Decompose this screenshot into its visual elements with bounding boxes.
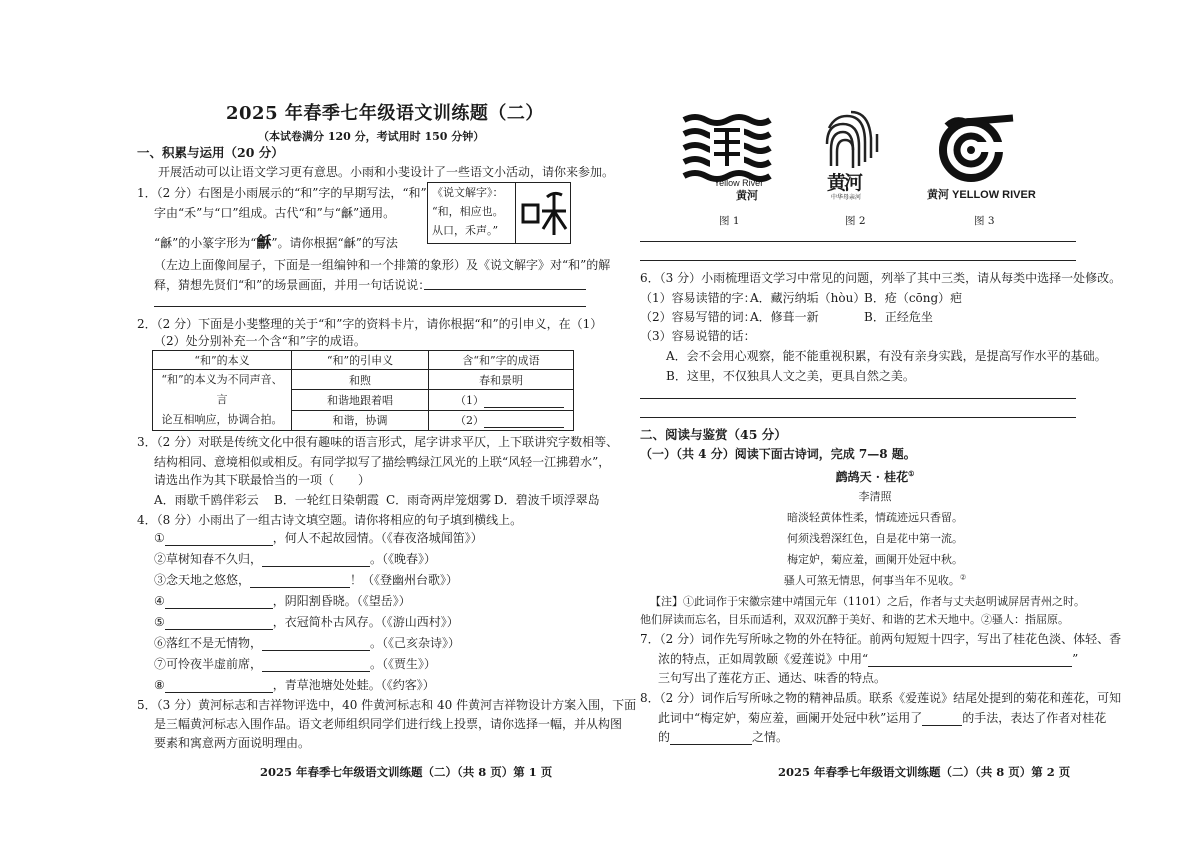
poem-title-text: 鹧鸪天 · 桂花 [835, 470, 909, 484]
table-cell-idiom-3[interactable] [429, 410, 574, 430]
q5-line2: 是三幅黄河标志入围作品。语文老师组织同学们进行线上投票，请你选择一幅，并从构图 [154, 717, 623, 731]
q5-answer-line-2[interactable] [640, 260, 1076, 261]
q4-text: 。（《晚春》） [370, 552, 437, 566]
q6-item1-head: （1）容易读错的字： [640, 291, 756, 305]
q4-text: 草树知春不久归， [166, 552, 263, 566]
spiral-logo-icon [925, 112, 1035, 184]
page-1-footer: 2025 年春季七年级语文训练题（二）（共 8 页）第 1 页 [260, 765, 553, 779]
poem-title [600, 468, 1150, 485]
q1-line3 [154, 234, 398, 251]
shuowen-line3: 从口，禾声。” [432, 224, 499, 237]
q6-heading: 6．（3 分）小雨梳理语文学习中常见的问题，列举了其中三类，请从每类中选择一处修改。 [640, 271, 1122, 285]
q8-line2-text: 此词中“梅定妒，菊应羞，画阑开处冠中秋”运用了 [658, 711, 923, 725]
q3-option-d[interactable]: D．碧波千顷浮翠岛 [494, 493, 600, 507]
q7-line3: 三句写出了莲花方正、通达、味香的特点。 [658, 671, 887, 685]
q1-line4: （左边上面像间屋子，下面是一组编钟和一个排箫的象形）及《说文解字》对“和”的解 [154, 258, 611, 272]
table-cell-ext-3: 和谐，协调 [292, 410, 429, 430]
q7-blank[interactable] [868, 654, 1072, 667]
q6-item2-head: （2）容易写错的词： [640, 310, 756, 324]
q6-item1-b[interactable]: B．疮（cōng）疤 [864, 291, 963, 305]
exam-subtitle: （本试卷满分 120 分，考试用时 150 分钟） [258, 130, 485, 143]
seal-glyph-icon: 龢 [256, 233, 272, 251]
q4-text: ，衣冠简朴古风存。（《游山西村》） [272, 615, 459, 629]
q8-line3-head: 的 [658, 730, 671, 744]
q4-num: ④ [154, 594, 165, 608]
poem-line-4-note-mark: ② [959, 573, 967, 582]
q1-line3-a: “龢”的小篆字形为“ [154, 236, 257, 250]
q4-text: ，何人不起故园情。（《春夜洛城闻笛》） [272, 531, 483, 545]
table-cell-ext-2: 和谐地跟着唱 [292, 390, 429, 410]
logo-1-cn: 黄河 [736, 190, 758, 202]
q4-blank[interactable] [165, 617, 273, 630]
q2-line1: 2．（2 分）下面是小斐整理的关于“和”字的资料卡片，请你根据“和”的引申义，在（1） [137, 317, 603, 331]
q6-item3-a[interactable]: A．会不会用心观察，能不能重视积累，有没有亲身实践，是提高写作水平的基础。 [666, 349, 1107, 363]
q4-blank[interactable] [165, 680, 273, 693]
q4-text: ！（《登幽州台歌》） [350, 573, 459, 587]
q6-item3-head: （3）容易说错的话： [640, 329, 756, 343]
q4-text: 。（《己亥杂诗》） [370, 636, 461, 650]
blank-2-label: （2） [455, 414, 484, 428]
q4-item-2 [154, 551, 483, 572]
table-cell-orig [153, 370, 292, 431]
q3-line3: 请选出作为其下联最恰当的一项（ ） [154, 473, 371, 487]
logo-2-cn: 黄河 [827, 172, 862, 194]
logo-2-sub: 中华母亲河 [831, 194, 862, 201]
q4-text: 念天地之悠悠， [166, 573, 251, 587]
table-cell-ext-1: 和煦 [292, 370, 429, 390]
q8-line3-tail: 之情。 [752, 730, 789, 744]
q6-item3-b[interactable]: B．这里，不仅独具人文之美，更具自然之美。 [666, 369, 915, 383]
table-header-ext: “和”的引申义 [292, 351, 429, 370]
note-line1: 【注】①此词作于宋徽宗建中靖国元年（1101）之后，作者与丈夫赵明诚屏居青州之时。 [650, 595, 1085, 608]
figure-3-caption: 图 3 [974, 215, 995, 227]
blank-1-label: （1） [455, 393, 484, 407]
poem-line-4-text: 骚人可煞无情思，何事当年不见收。 [783, 574, 960, 587]
q7-line2-text: 浓的特点，正如周敦颐《爱莲说》中用“ [658, 652, 869, 666]
q1-answer-line-1[interactable] [424, 289, 586, 290]
page-2 [600, 0, 1200, 847]
q4-item-8 [154, 677, 483, 698]
table-header-idiom: 含“和”字的成语 [429, 351, 574, 370]
q4-heading: 4．（8 分）小雨出了一组古诗文填空题。请你将相应的句子填到横线上。 [137, 513, 523, 527]
logo-3[interactable] [925, 112, 1035, 204]
he-info-card-table [152, 350, 574, 431]
q8-blank-2[interactable] [670, 732, 752, 745]
q4-blank[interactable] [165, 533, 273, 546]
q4-blank[interactable] [262, 659, 370, 672]
q4-blank[interactable] [262, 638, 370, 651]
shuowen-line2: “和，相应也。 [432, 205, 504, 218]
q8-line2 [658, 710, 1106, 726]
q4-text: ，阴阳割昏晓。（《望岳》） [272, 594, 411, 608]
q3-line1: 3．（2 分）对联是传统文化中很有趣味的语言形式，尾字讲求平仄，上下联讲究字数相等、 [137, 435, 619, 449]
yellow-river-wave-logo-icon [680, 112, 772, 184]
table-orig-line1: “和”的本义为不同声音、言 [161, 373, 283, 406]
figure-2-caption: 图 2 [845, 215, 866, 227]
q4-text: 可怜夜半虚前席， [166, 657, 263, 671]
q7-line2-close: ” [1072, 652, 1079, 666]
ancient-he-glyph-box [515, 182, 571, 244]
q4-item-6 [154, 635, 483, 656]
q8-line1: 8．（2 分）词作后写所咏之物的精神品质。联系《爱莲说》结尾处提到的菊花和莲花，可知 [640, 691, 1122, 705]
poem-line-1: 暗淡轻黄体性柔，情疏迹远只香留。 [787, 511, 963, 524]
intro-text: 开展活动可以让语文学习更有意思。小雨和小斐设计了一些语文小活动，请你来参加。 [158, 165, 615, 179]
q6-answer-line-1[interactable] [640, 398, 1076, 399]
table-header-orig: “和”的本义 [153, 351, 292, 370]
q4-item-1 [154, 530, 483, 551]
poem-author: 李清照 [858, 490, 892, 503]
q4-num: ③ [154, 573, 167, 587]
q4-item-3 [154, 572, 483, 593]
q6-answer-line-2[interactable] [640, 417, 1076, 418]
shuowen-box [427, 182, 517, 244]
q6-item2-a[interactable]: A．修葺一新 [750, 310, 819, 324]
q3-option-b[interactable]: B．一轮红日染朝霞 [274, 493, 379, 507]
q3-option-c[interactable]: C．雨奇两岸笼烟雾 [386, 493, 492, 507]
section-1-heading: 一、积累与运用（20 分） [137, 145, 284, 160]
q4-text: 。（《贾生》） [370, 657, 437, 671]
q3-line2: 结构相同、意境相似或相反。有同学拟写了描绘鸭绿江风光的上联“风轻一江拂碧水”， [154, 455, 611, 469]
note-line2: 他们屏读而忘名，目乐而适利，双双沉醉于美好、和谐的艺术天地中。②骚人：指屈原。 [640, 613, 1069, 626]
q4-item-5 [154, 614, 483, 635]
part-1-heading: （一）（共 4 分）阅读下面古诗词，完成 7—8 题。 [640, 447, 916, 461]
logo-1[interactable] [680, 112, 772, 207]
q1-line1: 1．（2 分）右图是小雨展示的“和”字的早期写法，“和” [137, 186, 427, 200]
blank-1-line[interactable] [484, 395, 564, 408]
shuowen-line1: 《说文解字》： [432, 186, 504, 199]
q4-blank[interactable] [165, 596, 273, 609]
q1-line2: 字由“禾”与“口”组成。古代“和”与“龢”通用。 [154, 206, 396, 220]
exam-title: 2025 年春季七年级语文训练题（二） [226, 103, 544, 124]
table-cell-idiom-1: 春和景明 [429, 370, 574, 390]
q4-list [154, 530, 483, 698]
q1-line5: 释，猜想先贤们“和”的场景画面，并用一句话说说： [154, 278, 431, 292]
figure-1-caption: 图 1 [719, 215, 740, 227]
q4-num: ② [154, 552, 167, 566]
q4-blank[interactable] [250, 575, 350, 588]
q4-blank[interactable] [262, 554, 370, 567]
q4-num: ⑧ [154, 678, 165, 692]
poem-line-2: 何须浅碧深红色，自是花中第一流。 [787, 532, 963, 545]
table-orig-line2: 论互相响应，协调合拍。 [161, 413, 283, 426]
poem-line-4 [600, 572, 1150, 588]
q2-line2: （2）处分别补充一个含“和”字的成语。 [154, 334, 366, 348]
poem-title-note-mark: ① [908, 469, 915, 478]
q4-item-4 [154, 593, 483, 614]
q4-text: 落红不是无情物， [166, 636, 263, 650]
q4-num: ⑦ [154, 657, 167, 671]
q8-blank-1[interactable] [922, 713, 962, 726]
q4-num: ① [154, 531, 165, 545]
q7-line1: 7．（2 分）词作先写所咏之物的外在特征。前两句短短十四字，写出了桂花色淡、体轻、香 [640, 632, 1122, 646]
section-2-heading: 二、阅读与鉴赏（45 分） [640, 427, 787, 442]
q8-line3 [658, 729, 788, 745]
q6-item2-b[interactable]: B．正经危坐 [864, 310, 933, 324]
q8-line2-tail: 的手法，表达了作者对桂花 [962, 711, 1107, 725]
q4-item-7 [154, 656, 483, 677]
q6-item1-a[interactable]: A．藏污纳垢（hòu） [750, 291, 866, 305]
q1-line3-b: ”。请你根据“龢”的写法 [271, 236, 398, 250]
q5-answer-line-1[interactable] [640, 241, 1076, 242]
q4-num: ⑥ [154, 636, 167, 650]
q3-option-a[interactable]: A．雨歇千鸥伴彩云 [154, 493, 259, 507]
table-cell-idiom-2[interactable] [429, 390, 574, 410]
logo-3-text: 黄河 YELLOW RIVER [927, 189, 1036, 201]
fingerprint-logo-icon [825, 110, 881, 172]
q1-answer-line-2[interactable] [154, 306, 586, 307]
ancient-he-glyph-icon [516, 183, 570, 243]
page-2-footer: 2025 年春季七年级语文训练题（二）（共 8 页）第 2 页 [778, 765, 1071, 779]
q7-line2 [658, 651, 1078, 667]
q5-line3: 要素和寓意两方面说明理由。 [154, 736, 311, 750]
poem-line-3: 梅定妒，菊应羞，画阑开处冠中秋。 [787, 553, 963, 566]
logo-2[interactable] [825, 110, 881, 205]
q4-text: ，青草池塘处处蛙。（《约客》） [272, 678, 435, 692]
q5-line1: 5．（3 分）黄河标志和吉祥物评选中，40 件黄河标志和 40 件黄河吉祥物设计方案入围，下面 [137, 698, 637, 712]
blank-2-line[interactable] [484, 415, 564, 428]
logo-1-en: Yellow River [714, 178, 764, 188]
q4-num: ⑤ [154, 615, 165, 629]
